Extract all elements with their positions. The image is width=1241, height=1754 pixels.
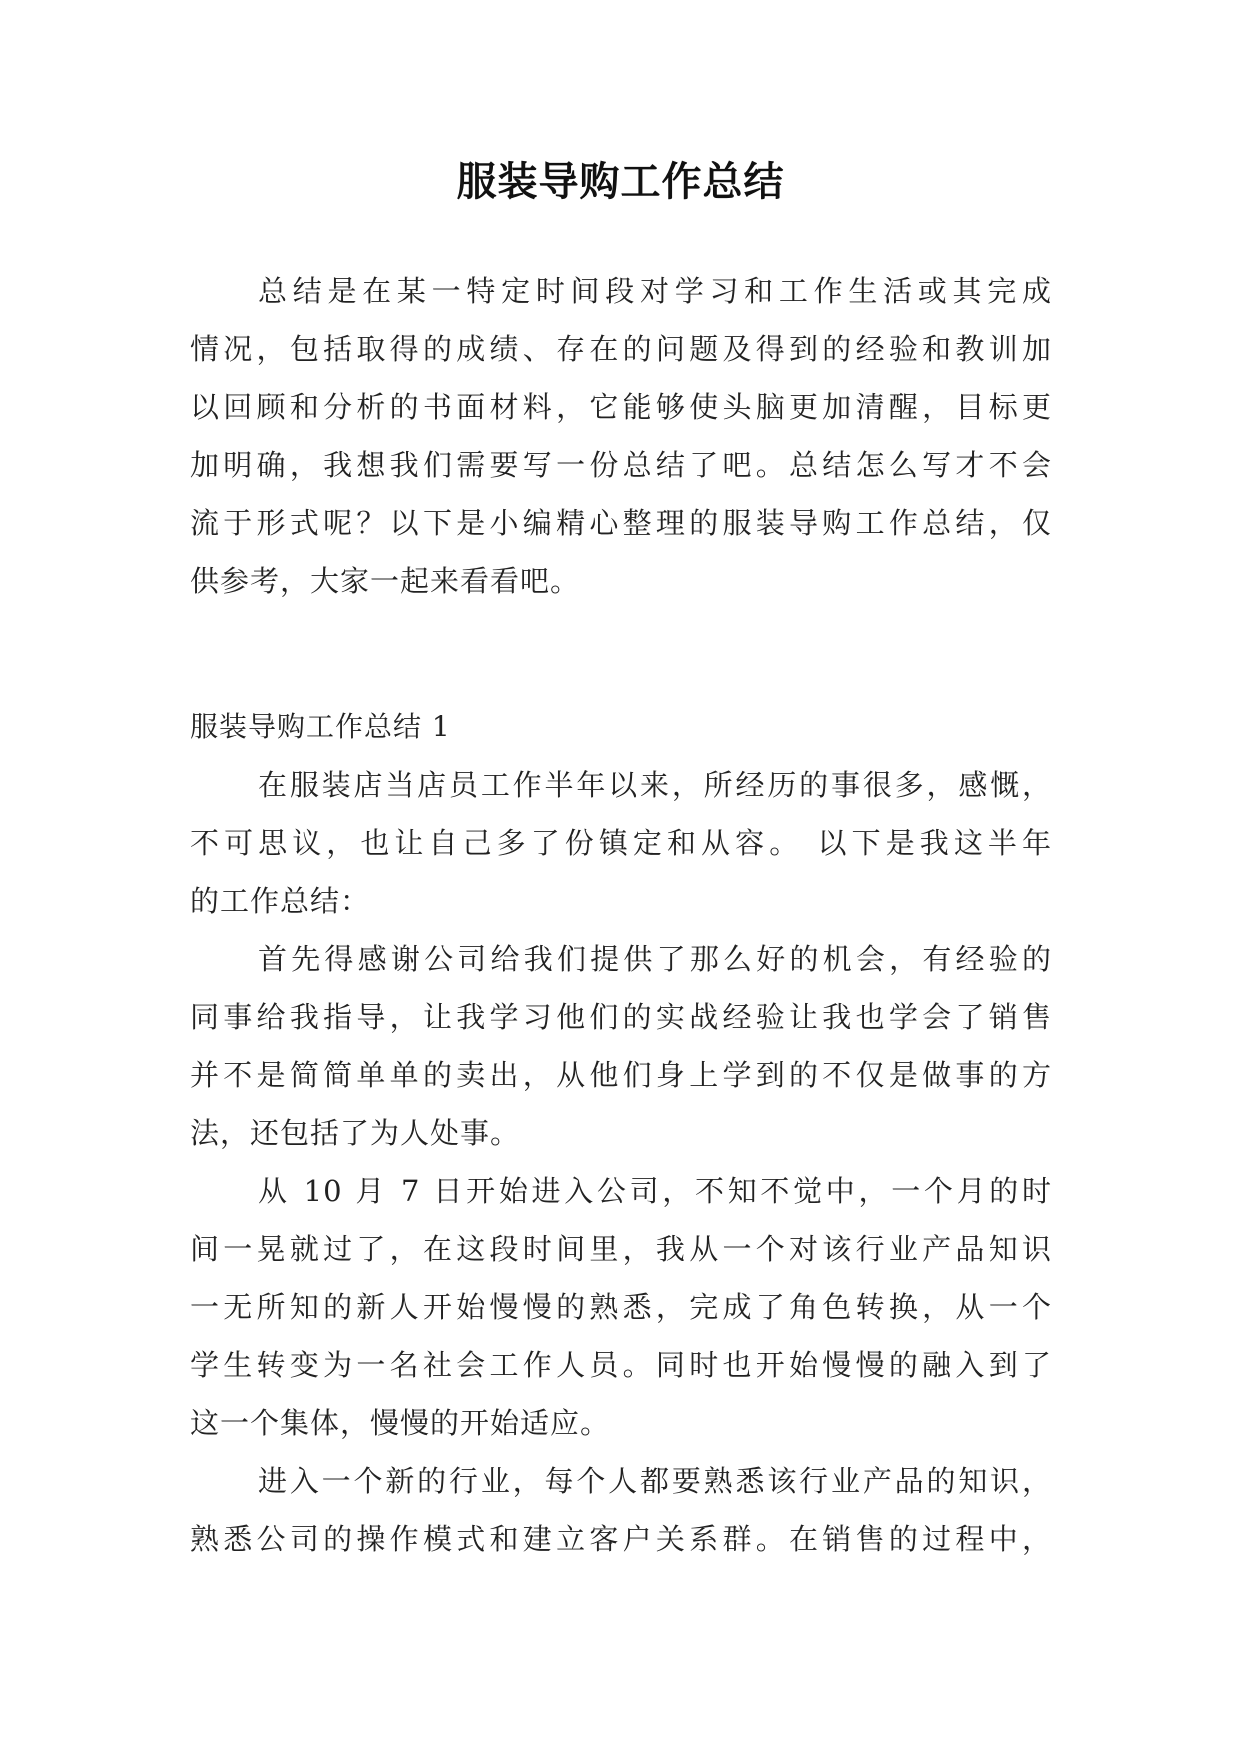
- paragraph-4: [190, 1452, 1052, 1568]
- section-heading: 服装导购工作总结 1: [190, 710, 451, 743]
- text-line: 熟悉公司的操作模式和建立客户关系群。在销售的过程中，: [190, 1522, 1052, 1556]
- text-line: 总结是在某一特定时间段对学习和工作生活或其完成: [258, 274, 1052, 308]
- intro-paragraph: [190, 262, 1052, 610]
- text-line: 学生转变为一名社会工作人员。同时也开始慢慢的融入到了: [190, 1348, 1052, 1382]
- text-line: 加明确，我想我们需要写一份总结了吧。总结怎么写才不会: [190, 448, 1052, 482]
- text-line: 不可思议，也让自己多了份镇定和从容。 以下是我这半年: [190, 826, 1052, 860]
- text-line: 间一晃就过了，在这段时间里，我从一个对该行业产品知识: [190, 1232, 1052, 1266]
- text-line: 进入一个新的行业，每个人都要熟悉该行业产品的知识，: [258, 1464, 1052, 1498]
- text-line: 流于形式呢？以下是小编精心整理的服装导购工作总结，仅: [190, 506, 1052, 540]
- text-line: 这一个集体，慢慢的开始适应。: [190, 1406, 611, 1440]
- text-line: 法，还包括了为人处事。: [190, 1116, 521, 1150]
- text-line: 以回顾和分析的书面材料，它能够使头脑更加清醒，目标更: [190, 390, 1052, 424]
- text-line: 一无所知的新人开始慢慢的熟悉，完成了角色转换，从一个: [190, 1290, 1052, 1324]
- document-title: 服装导购工作总结: [456, 158, 785, 205]
- text-line: 供参考，大家一起来看看吧。: [190, 564, 581, 598]
- paragraph-1: [190, 756, 1052, 930]
- text-line: 并不是简简单单的卖出，从他们身上学到的不仅是做事的方: [190, 1058, 1052, 1092]
- text-line: 的工作总结：: [190, 884, 371, 918]
- paragraph-3: [190, 1162, 1052, 1452]
- text-line: 情况，包括取得的成绩、存在的问题及得到的经验和教训加: [190, 332, 1052, 366]
- text-line: 在服装店当店员工作半年以来，所经历的事很多，感慨，: [258, 768, 1052, 802]
- text-line: 从 10 月 7 日开始进入公司，不知不觉中，一个月的时: [258, 1174, 1052, 1208]
- paragraph-2: [190, 930, 1052, 1162]
- text-line: 首先得感谢公司给我们提供了那么好的机会，有经验的: [258, 942, 1052, 976]
- text-line: 同事给我指导，让我学习他们的实战经验让我也学会了销售: [190, 1000, 1052, 1034]
